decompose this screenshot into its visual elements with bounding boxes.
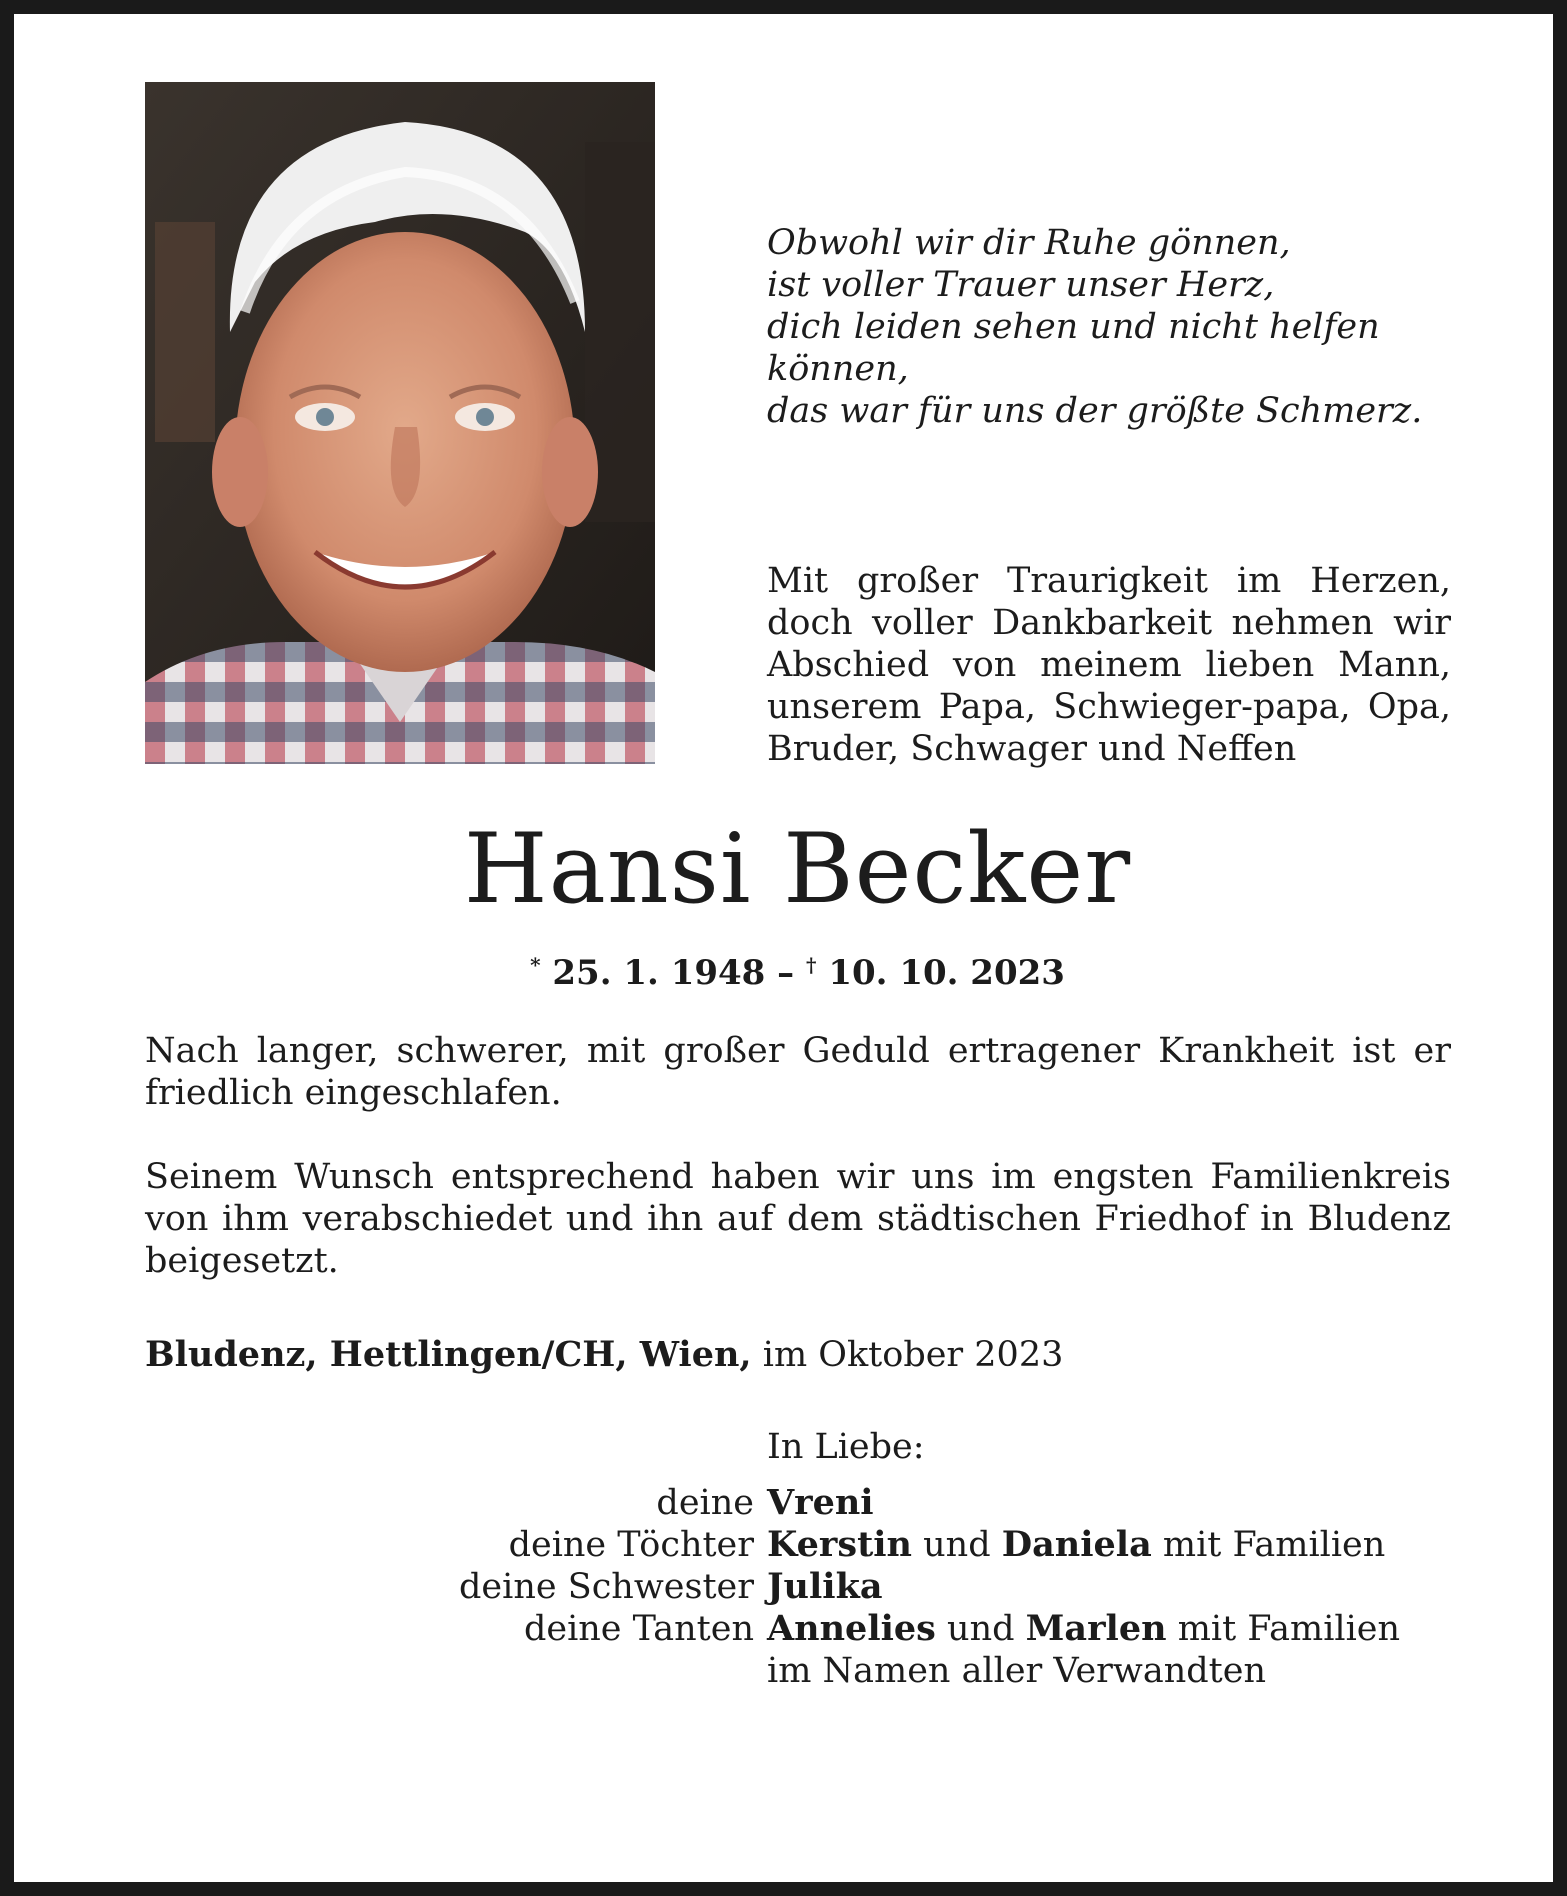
intro-text: Mit großer Traurigkeit im Herzen, doch voller Dankbarkeit nehmen wir Abschied von meinem lieben Mann, unserem Papa, Schwieger-papa, Opa, Bruder, Schwager und Neffen: [767, 561, 1451, 769]
signature-relation: [354, 1650, 767, 1692]
memorial-poem: [767, 222, 1467, 432]
poem-line: das war für uns der größte Schmerz.: [767, 391, 1423, 431]
signature-row: [354, 1482, 1474, 1524]
signature-relation: deine Töchter: [508, 1525, 754, 1565]
signature-name: Vreni: [767, 1482, 874, 1523]
place-locations: Bludenz, Hettlingen/CH, Wien,: [145, 1334, 752, 1375]
signature-heading: In Liebe:: [767, 1427, 925, 1467]
poem-line: ist voller Trauer unser Herz,: [767, 265, 1275, 305]
signature-relation: deine Schwester: [459, 1567, 754, 1607]
birth-date: 25. 1. 1948: [552, 953, 766, 993]
signature-closing: im Namen aller Verwandten: [767, 1651, 1266, 1691]
life-dates: [14, 944, 1567, 994]
poem-line: Obwohl wir dir Ruhe gönnen,: [767, 223, 1291, 263]
paragraph-illness: Nach langer, schwerer, mit großer Geduld ertragener Krankheit ist er friedlich eingeschlafen.: [145, 1031, 1451, 1113]
birth-symbol: *: [530, 953, 541, 977]
signature-names: [767, 1524, 1474, 1566]
signature-list: [354, 1482, 1474, 1692]
deceased-name: Hansi Becker: [463, 813, 1132, 925]
signature-name: Annelies: [767, 1608, 936, 1649]
date-separator: –: [777, 953, 795, 993]
signature-row: [354, 1524, 1474, 1566]
death-symbol: †: [806, 953, 817, 977]
signature-names: [767, 1566, 1474, 1608]
signature-name: Kerstin: [767, 1524, 912, 1565]
portrait-illustration: [145, 82, 655, 764]
signature-row: [354, 1650, 1474, 1692]
signature-name: Daniela: [1001, 1524, 1152, 1565]
signature-relation: deine Tanten: [523, 1609, 754, 1649]
place-and-date: [145, 1334, 1063, 1376]
signature-suffix: mit Familien: [1162, 1525, 1386, 1565]
place-date: im Oktober 2023: [762, 1335, 1064, 1375]
signature-name: Marlen: [1025, 1608, 1167, 1649]
signature-row: [354, 1608, 1474, 1650]
death-date: 10. 10. 2023: [828, 953, 1065, 993]
poem-line: dich leiden sehen und nicht helfen können,: [767, 307, 1380, 389]
paragraph-burial: Seinem Wunsch entsprechend haben wir uns im engsten Familienkreis von ihm verabschiedet und ihn auf dem städtischen Friedhof in Bludenz beigesetzt.: [145, 1157, 1451, 1281]
signature-conjunction: und: [923, 1525, 991, 1565]
signature-names: [767, 1608, 1474, 1650]
signature-suffix: mit Familien: [1177, 1609, 1401, 1649]
signature-relation: deine: [656, 1483, 754, 1523]
signature-conjunction: und: [947, 1609, 1015, 1649]
signature-name: Julika: [767, 1566, 883, 1607]
signature-row: [354, 1566, 1474, 1608]
portrait-photo: [145, 82, 655, 764]
signature-names: [767, 1482, 1474, 1524]
